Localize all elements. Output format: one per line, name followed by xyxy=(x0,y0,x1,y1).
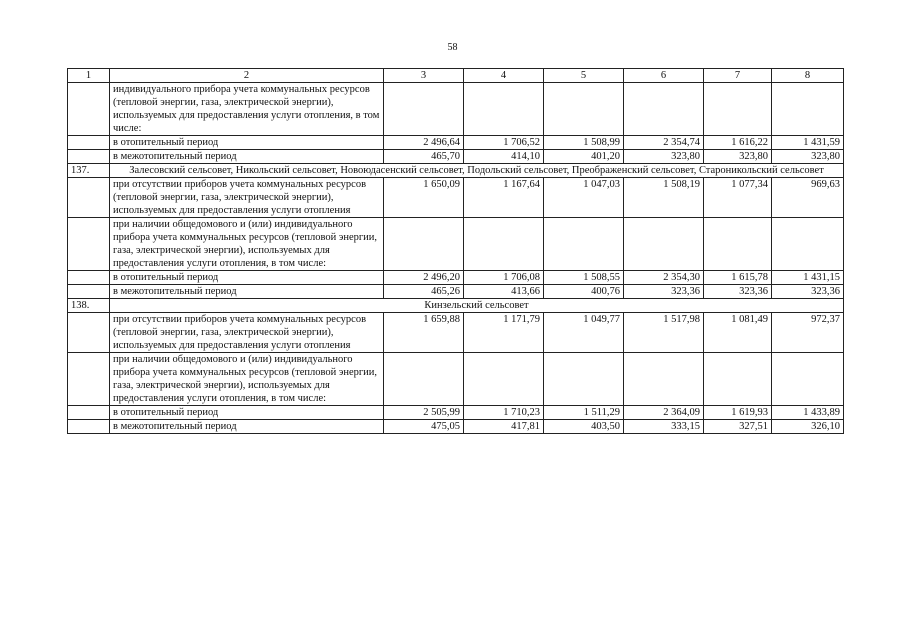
value-cell: 1 171,79 xyxy=(464,313,544,353)
value-cell: 327,51 xyxy=(704,420,772,434)
value-cell: 323,80 xyxy=(704,150,772,164)
row-label: в межотопительный период xyxy=(110,150,384,164)
table-row xyxy=(68,271,844,285)
cell xyxy=(464,218,544,271)
row-number xyxy=(68,218,110,271)
cell xyxy=(704,353,772,406)
value-cell: 323,36 xyxy=(624,285,704,299)
value-cell: 1 047,03 xyxy=(544,178,624,218)
value-cell: 1 615,78 xyxy=(704,271,772,285)
section-header-row xyxy=(68,164,844,178)
row-description: при наличии общедомового и (или) индивидуального прибора учета коммунальных ресурсов (тепловой энергии, газа, электрической энергии), используемых для предоставления услуги отопления, в том числе: xyxy=(110,353,384,406)
col-header: 3 xyxy=(384,69,464,83)
value-cell: 1 431,59 xyxy=(772,136,844,150)
row-number xyxy=(68,271,110,285)
value-cell: 413,66 xyxy=(464,285,544,299)
settlement-name: Кинзельский сельсовет xyxy=(110,299,844,313)
table-row xyxy=(68,353,844,406)
cell xyxy=(464,353,544,406)
value-cell: 1 706,52 xyxy=(464,136,544,150)
row-description: при наличии общедомового и (или) индивидуального прибора учета коммунальных ресурсов (тепловой энергии, газа, электрической энергии), используемых для предоставления услуги отопления, в том числе: xyxy=(110,218,384,271)
value-cell: 969,63 xyxy=(772,178,844,218)
table-row xyxy=(68,420,844,434)
page-number: 58 xyxy=(447,42,458,53)
row-number: 137. xyxy=(68,164,110,178)
table-row xyxy=(68,313,844,353)
value-cell: 1 508,55 xyxy=(544,271,624,285)
value-cell: 2 364,09 xyxy=(624,406,704,420)
section-header-row xyxy=(68,299,844,313)
row-description: при отсутствии приборов учета коммунальных ресурсов (тепловой энергии, газа, электрической энергии), используемых для предоставления услуги отопления xyxy=(110,313,384,353)
row-number xyxy=(68,178,110,218)
row-label: в отопительный период xyxy=(110,271,384,285)
value-cell: 333,15 xyxy=(624,420,704,434)
col-header: 7 xyxy=(704,69,772,83)
settlement-name: Залесовский сельсовет, Никольский сельсовет, Новоюдасенский сельсовет, Подольский сельсовет, Преображенский сельсовет, Староникольский сельсовет xyxy=(110,164,844,178)
value-cell: 1 659,88 xyxy=(384,313,464,353)
value-cell: 403,50 xyxy=(544,420,624,434)
row-description: при отсутствии приборов учета коммунальных ресурсов (тепловой энергии, газа, электрической энергии), используемых для предоставления услуги отопления xyxy=(110,178,384,218)
row-number: 138. xyxy=(68,299,110,313)
value-cell: 465,70 xyxy=(384,150,464,164)
value-cell: 1 619,93 xyxy=(704,406,772,420)
value-cell: 465,26 xyxy=(384,285,464,299)
cell xyxy=(624,218,704,271)
value-cell: 401,20 xyxy=(544,150,624,164)
value-cell: 400,76 xyxy=(544,285,624,299)
cell xyxy=(624,83,704,136)
value-cell: 1 616,22 xyxy=(704,136,772,150)
cell xyxy=(544,353,624,406)
table-row xyxy=(68,150,844,164)
row-number xyxy=(68,83,110,136)
row-label: в отопительный период xyxy=(110,406,384,420)
cell xyxy=(384,218,464,271)
value-cell: 1 049,77 xyxy=(544,313,624,353)
cell xyxy=(772,353,844,406)
value-cell: 323,80 xyxy=(624,150,704,164)
value-cell: 414,10 xyxy=(464,150,544,164)
value-cell: 2 354,74 xyxy=(624,136,704,150)
cell xyxy=(772,83,844,136)
cell xyxy=(544,83,624,136)
value-cell: 326,10 xyxy=(772,420,844,434)
row-number xyxy=(68,285,110,299)
tariff-table xyxy=(67,68,844,434)
value-cell: 323,80 xyxy=(772,150,844,164)
row-number xyxy=(68,420,110,434)
row-number xyxy=(68,353,110,406)
value-cell: 2 496,64 xyxy=(384,136,464,150)
table-row xyxy=(68,218,844,271)
value-cell: 2 496,20 xyxy=(384,271,464,285)
col-header: 1 xyxy=(68,69,110,83)
cell xyxy=(384,83,464,136)
table-row xyxy=(68,83,844,136)
row-label: в межотопительный период xyxy=(110,420,384,434)
row-description: индивидуального прибора учета коммунальных ресурсов (тепловой энергии, газа, электрической энергии), используемых для предоставления услуги отопления, в том числе: xyxy=(110,83,384,136)
table-row xyxy=(68,285,844,299)
cell xyxy=(704,83,772,136)
value-cell: 972,37 xyxy=(772,313,844,353)
col-header: 2 xyxy=(110,69,384,83)
table-row xyxy=(68,178,844,218)
cell xyxy=(464,83,544,136)
col-header: 6 xyxy=(624,69,704,83)
cell xyxy=(704,218,772,271)
value-cell: 1 431,15 xyxy=(772,271,844,285)
value-cell: 1 081,49 xyxy=(704,313,772,353)
row-number xyxy=(68,150,110,164)
cell xyxy=(772,218,844,271)
value-cell: 1 433,89 xyxy=(772,406,844,420)
value-cell: 1 517,98 xyxy=(624,313,704,353)
value-cell: 2 505,99 xyxy=(384,406,464,420)
row-label: в отопительный период xyxy=(110,136,384,150)
value-cell: 475,05 xyxy=(384,420,464,434)
col-header: 4 xyxy=(464,69,544,83)
row-number xyxy=(68,406,110,420)
header-row xyxy=(68,69,844,83)
value-cell: 1 650,09 xyxy=(384,178,464,218)
value-cell: 323,36 xyxy=(704,285,772,299)
col-header: 5 xyxy=(544,69,624,83)
value-cell: 1 710,23 xyxy=(464,406,544,420)
table-row xyxy=(68,136,844,150)
value-cell: 2 354,30 xyxy=(624,271,704,285)
cell xyxy=(624,353,704,406)
row-number xyxy=(68,136,110,150)
value-cell: 417,81 xyxy=(464,420,544,434)
table-row xyxy=(68,406,844,420)
value-cell: 1 706,08 xyxy=(464,271,544,285)
value-cell: 1 167,64 xyxy=(464,178,544,218)
col-header: 8 xyxy=(772,69,844,83)
cell xyxy=(384,353,464,406)
value-cell: 1 077,34 xyxy=(704,178,772,218)
row-number xyxy=(68,313,110,353)
value-cell: 1 508,19 xyxy=(624,178,704,218)
value-cell: 323,36 xyxy=(772,285,844,299)
row-label: в межотопительный период xyxy=(110,285,384,299)
cell xyxy=(544,218,624,271)
value-cell: 1 511,29 xyxy=(544,406,624,420)
value-cell: 1 508,99 xyxy=(544,136,624,150)
